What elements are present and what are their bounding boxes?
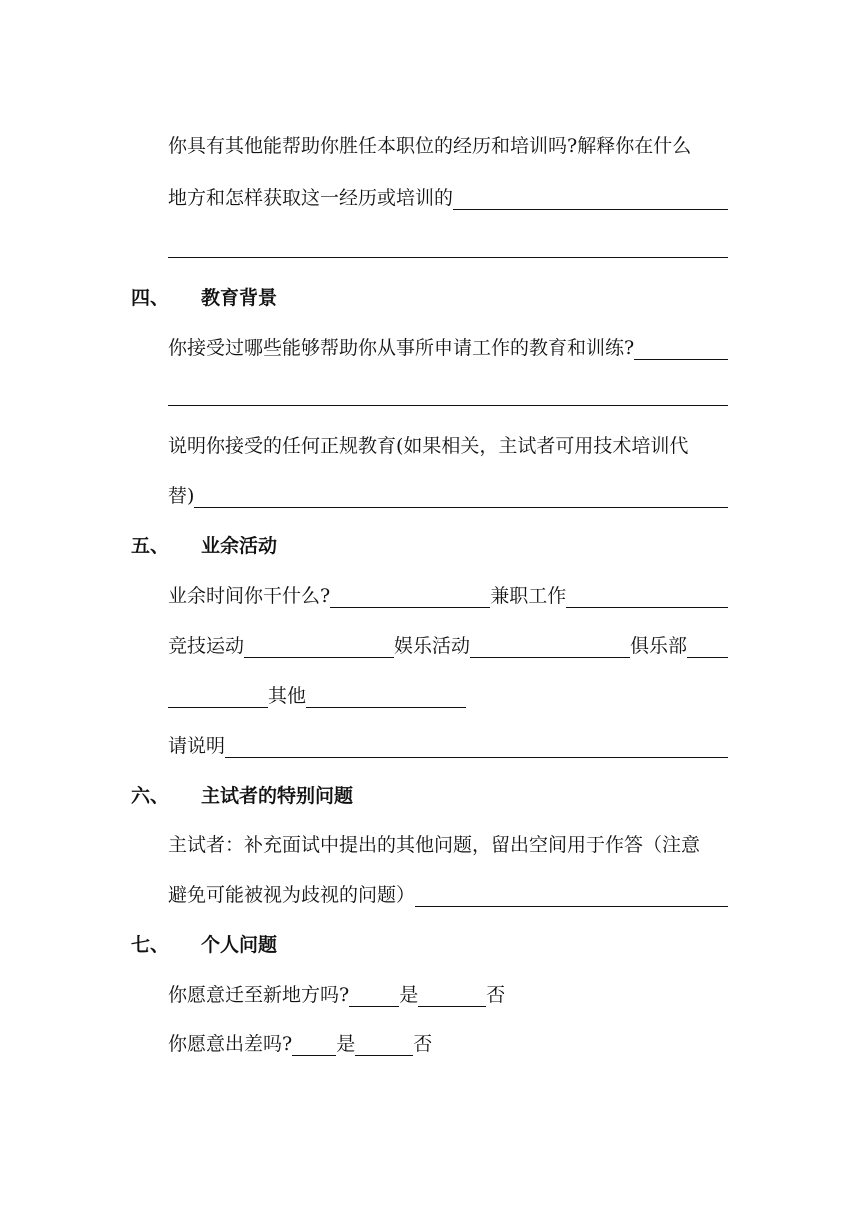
section-5-heading [131,534,277,558]
education-answer-blank[interactable] [634,339,728,360]
sports-label: 竞技运动 [168,635,245,657]
relocate-yes-label: 是 [399,984,419,1006]
activities-line [168,634,728,658]
formal-education-line-1 [168,434,728,458]
travel-no-blank[interactable] [355,1035,413,1056]
section-4-number: 四、 [131,287,170,309]
travel-question: 你愿意出差吗? [168,1033,293,1055]
experience-question-text-2: 地方和怎样获取这一经历或培训的 [168,187,454,209]
part-time-blank[interactable] [566,587,728,608]
formal-education-text-1: 说明你接受的任何正规教育(如果相关，主试者可用技术培训代 [168,435,689,457]
relocate-no-label: 否 [486,984,506,1006]
formal-education-blank[interactable] [194,487,728,508]
section-7-number: 七、 [131,934,170,956]
experience-question-line-1 [168,134,728,158]
section-7-heading [131,933,277,957]
travel-no-label: 否 [413,1033,433,1055]
spare-time-line [168,584,728,608]
section-6-title: 主试者的特别问题 [201,785,354,807]
formal-education-line-2 [168,484,728,508]
club-blank-continued[interactable] [168,687,268,708]
section-6-number: 六、 [131,785,170,807]
travel-yes-label: 是 [336,1033,356,1055]
section-6-heading [131,784,353,808]
entertainment-blank[interactable] [470,637,630,658]
education-question-text: 你接受过哪些能够帮助你从事所申请工作的教育和训练? [168,337,635,359]
relocate-question: 你愿意迁至新地方吗? [168,984,350,1006]
part-time-label: 兼职工作 [490,585,567,607]
experience-question-text-1: 你具有其他能帮助你胜任本职位的经历和培训吗?解释你在什么 [168,135,692,157]
interviewer-answer-blank[interactable] [415,886,728,907]
section-4-title: 教育背景 [201,287,278,309]
travel-yes-blank[interactable] [292,1035,336,1056]
club-blank[interactable] [687,637,728,658]
sports-blank[interactable] [244,637,394,658]
spare-time-blank[interactable] [330,587,490,608]
other-blank[interactable] [306,687,466,708]
experience-answer-blank[interactable] [453,189,728,210]
other-activities-line [168,684,728,708]
interviewer-note-line-2 [168,883,728,907]
travel-line [168,1032,728,1056]
explain-blank[interactable] [225,737,728,758]
section-4-heading [131,286,277,310]
section-7-title: 个人问题 [201,934,278,956]
interviewer-note-line-1 [168,833,728,857]
explain-line [168,734,728,758]
education-question-line [168,336,728,360]
experience-question-line-2 [168,186,728,210]
section-5-title: 业余活动 [201,535,278,557]
formal-education-text-2: 替) [168,485,195,507]
experience-answer-rule[interactable] [168,257,728,258]
entertainment-label: 娱乐活动 [394,635,471,657]
relocate-line [168,983,728,1007]
relocate-yes-blank[interactable] [349,986,399,1007]
section-5-number: 五、 [131,535,170,557]
interviewer-note-text-1: 主试者：补充面试中提出的其他问题，留出空间用于作答（注意 [168,834,701,856]
explain-label: 请说明 [168,735,226,757]
club-label: 俱乐部 [630,635,688,657]
interviewer-note-text-2: 避免可能被视为歧视的问题） [168,884,416,906]
spare-time-label: 业余时间你干什么? [168,585,331,607]
education-answer-rule[interactable] [168,405,728,406]
relocate-no-blank[interactable] [418,986,486,1007]
other-label: 其他 [268,685,307,707]
